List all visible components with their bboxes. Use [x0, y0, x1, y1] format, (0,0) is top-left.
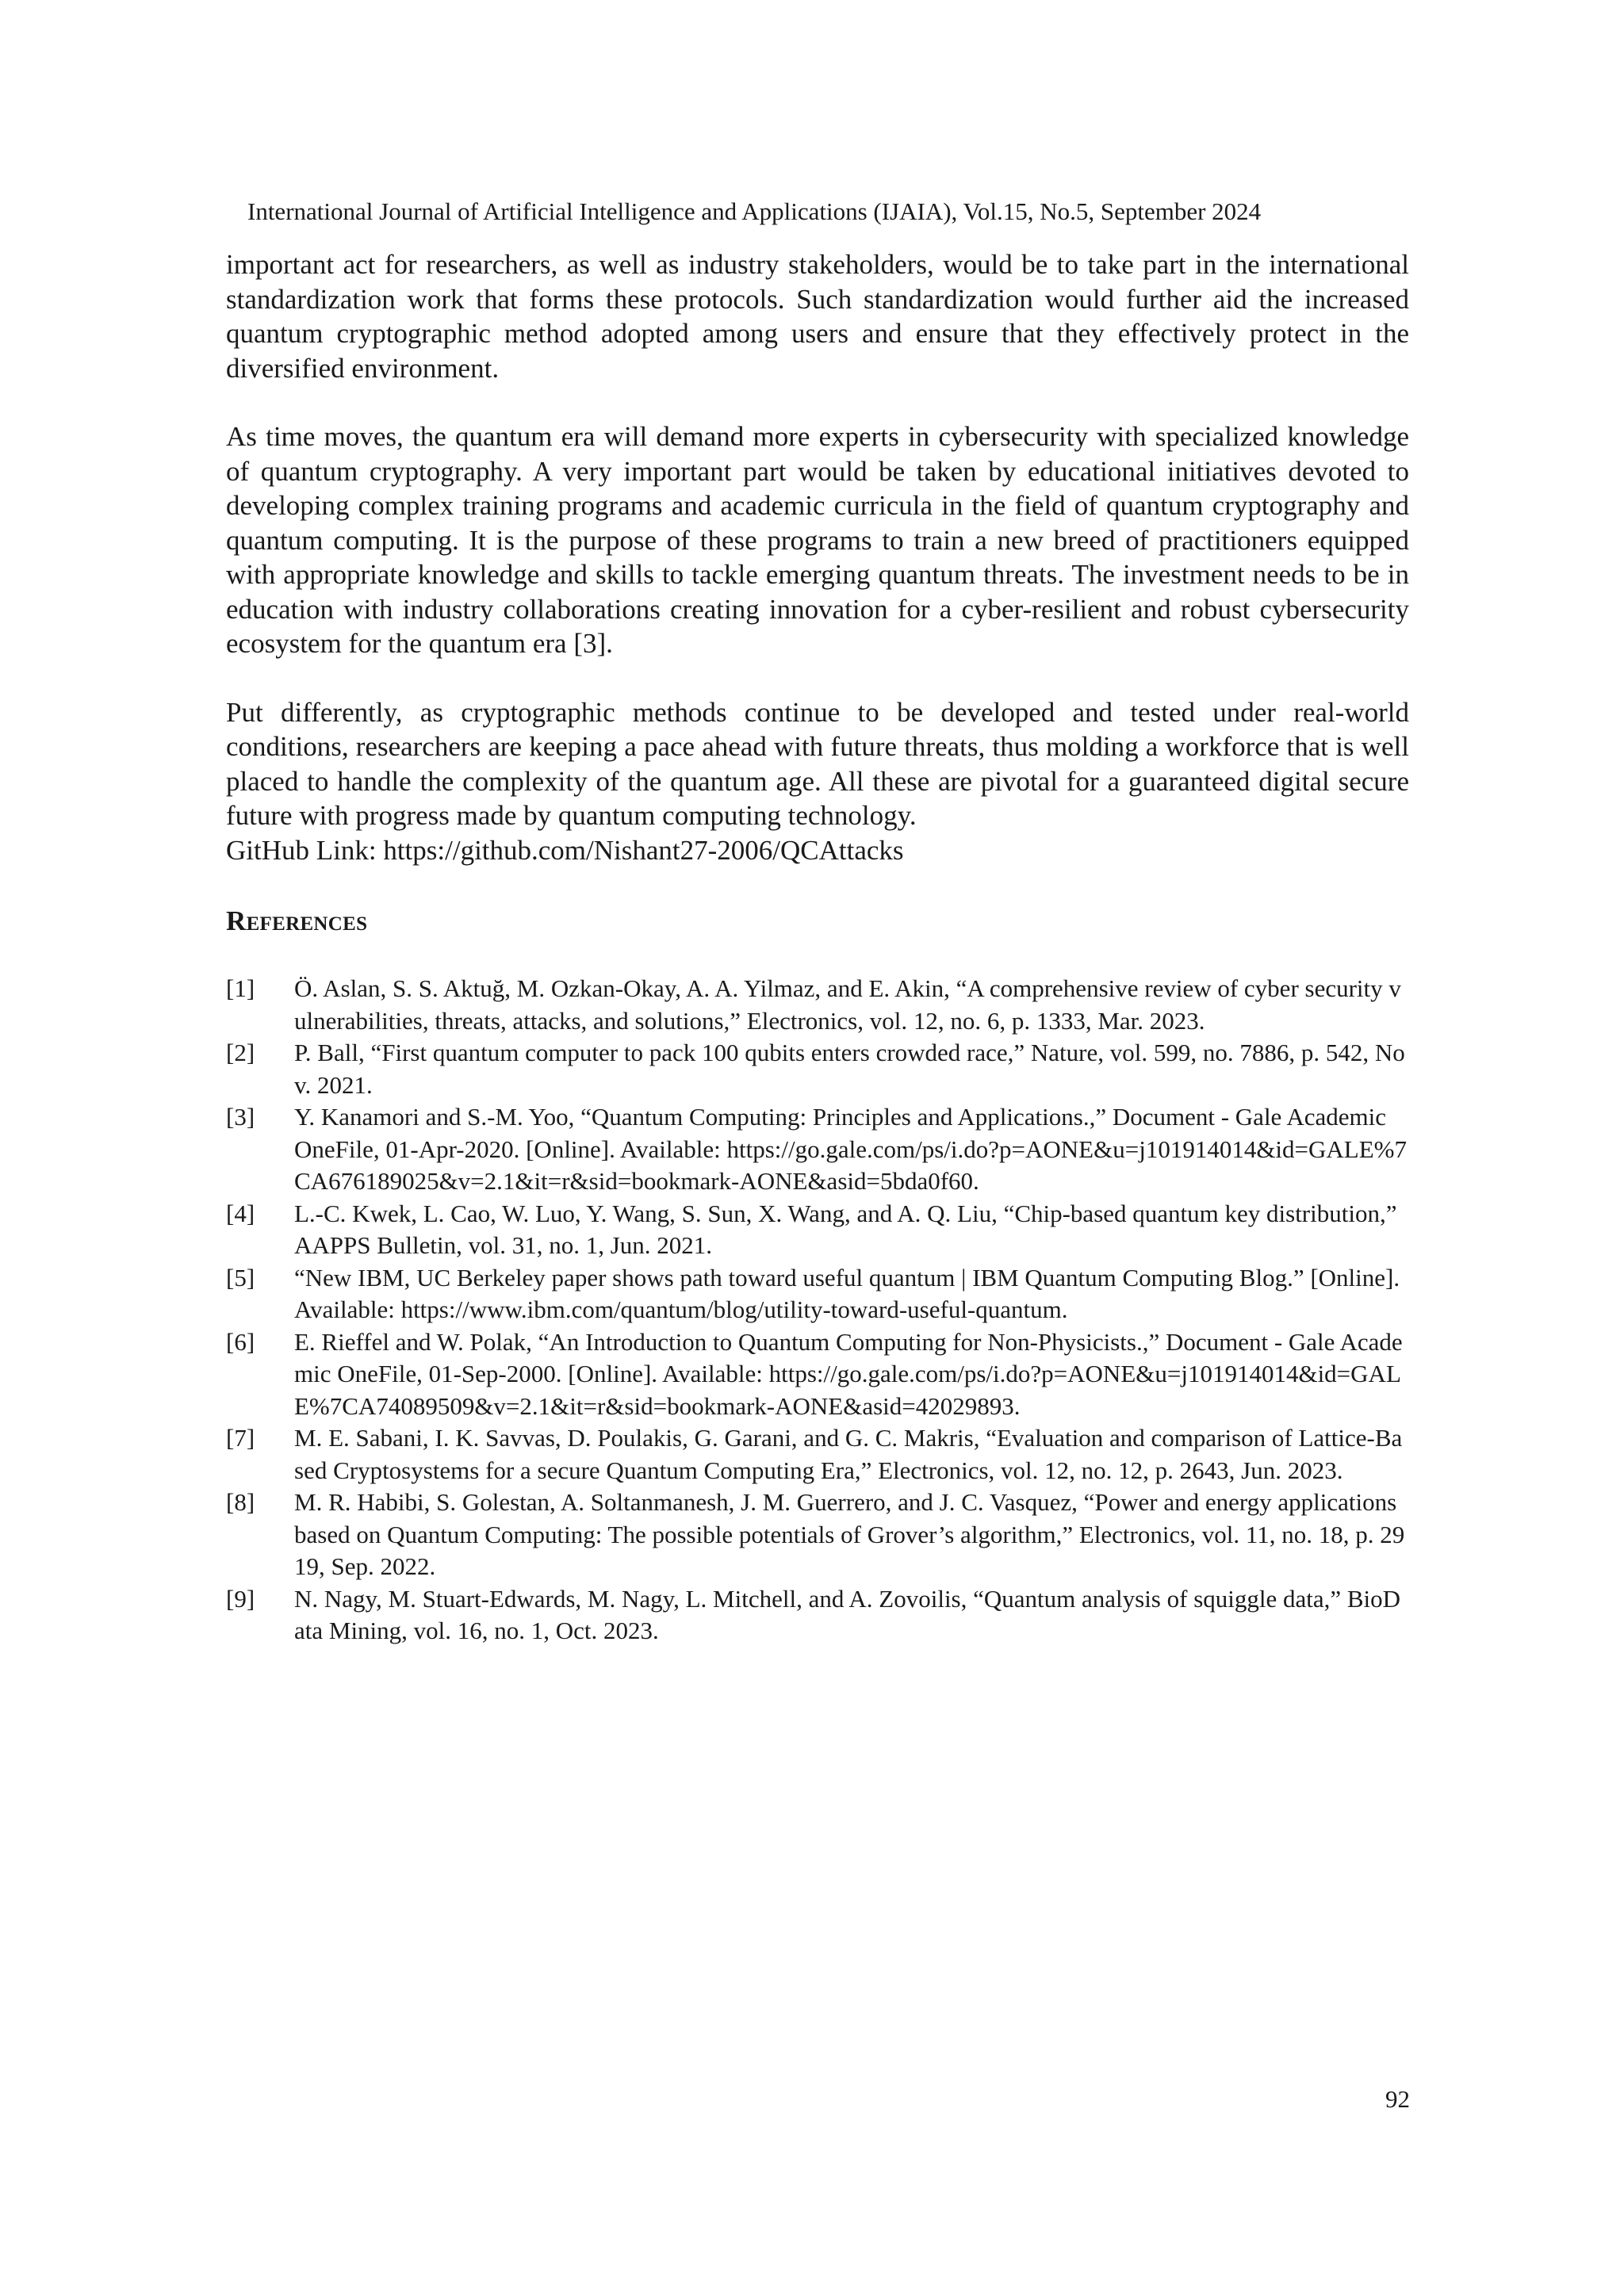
- reference-item: [226, 1198, 1409, 1262]
- reference-item: [226, 1101, 1409, 1198]
- reference-number: [3]: [226, 1103, 255, 1131]
- reference-list: [226, 973, 1409, 1647]
- reference-text: M. R. Habibi, S. Golestan, A. Soltanmanesh, J. M. Guerrero, and J. C. Vasquez, “Power and energy applications based on Quantum Computing: The possible potentials of Grover’s algorithm,” Electronics, vol. 11, no. 18, p. 2919, Sep. 2022.: [294, 1488, 1405, 1580]
- reference-item: [226, 973, 1409, 1037]
- reference-text: M. E. Sabani, I. K. Savvas, D. Poulakis, G. Garani, and G. C. Makris, “Evaluation and comparison of Lattice-Based Cryptosystems for a secure Quantum Computing Era,” Electronics, vol. 12, no. 12, p. 2643, Jun. 2023.: [294, 1424, 1403, 1484]
- reference-item: [226, 1422, 1409, 1487]
- reference-number: [1]: [226, 974, 255, 1002]
- reference-text: “New IBM, UC Berkeley paper shows path toward useful quantum | IBM Quantum Computing Blog.” [Online]. Available: https://www.ibm.com/quantum/blog/utility-toward-useful-quantum.: [294, 1263, 1400, 1323]
- page-number: 92: [1385, 2085, 1410, 2113]
- references-heading: References: [226, 905, 368, 936]
- reference-item: [226, 1037, 1409, 1101]
- reference-text: E. Rieffel and W. Polak, “An Introduction to Quantum Computing for Non-Physicists.,” Document - Gale Academic OneFile, 01-Sep-2000. [Online]. Available: https://go.gale.com/ps/i.do?p=AONE&u=j101914014&id=GALE%7CA74089509&v=2.1&it=r&sid=bookmark-AONE&asid=42029893.: [294, 1327, 1403, 1420]
- reference-text: Y. Kanamori and S.-M. Yoo, “Quantum Computing: Principles and Applications.,” Document - Gale Academic OneFile, 01-Apr-2020. [Online]. Available: https://go.gale.com/ps/i.do?p=AONE&u=j101914014&id=GALE%7CA676189025&v=2.1&it=r&sid=bookmark-AONE&asid=5bda0f60.: [294, 1103, 1407, 1195]
- reference-item: [226, 1326, 1409, 1423]
- reference-item: [226, 1262, 1409, 1326]
- reference-number: [2]: [226, 1039, 255, 1066]
- reference-item: [226, 1487, 1409, 1583]
- reference-number: [6]: [226, 1327, 255, 1356]
- body-paragraph-2: As time moves, the quantum era will demand more experts in cybersecurity with specialized knowledge of quantum cryptography. A very important part would be taken by educational initiatives devoted to developing complex training programs and academic curricula in the field of quantum cryptography and quantum computing. It is the purpose of these programs to train a new breed of practitioners equipped with appropriate knowledge and skills to tackle emerging quantum threats. The investment needs to be in education with industry collaborations creating innovation for a cyber-resilient and robust cybersecurity ecosystem for the quantum era [3].: [226, 421, 1409, 659]
- reference-text: L.-C. Kwek, L. Cao, W. Luo, Y. Wang, S. Sun, X. Wang, and A. Q. Liu, “Chip-based quantum key distribution,” AAPPS Bulletin, vol. 31, no. 1, Jun. 2021.: [294, 1199, 1397, 1259]
- running-header: International Journal of Artificial Intelligence and Applications (IJAIA), Vol.15, No.5, September 2024: [247, 197, 1262, 225]
- reference-number: [7]: [226, 1424, 255, 1452]
- reference-number: [9]: [226, 1584, 255, 1613]
- reference-number: [8]: [226, 1488, 255, 1516]
- page-body: [226, 247, 1409, 1647]
- body-paragraph-3: Put differently, as cryptographic methods continue to be developed and tested under real-world conditions, researchers are keeping a pace ahead with future threats, thus molding a workforce that is well placed to handle the complexity of the quantum age. All these are pivotal for a guaranteed digital secure future with progress made by quantum computing technology.: [226, 696, 1409, 831]
- reference-text: Ö. Aslan, S. S. Aktuğ, M. Ozkan-Okay, A. A. Yilmaz, and E. Akin, “A comprehensive review of cyber security vulnerabilities, threats, attacks, and solutions,” Electronics, vol. 12, no. 6, p. 1333, Mar. 2023.: [294, 974, 1401, 1035]
- reference-number: [4]: [226, 1199, 255, 1227]
- reference-number: [5]: [226, 1263, 255, 1292]
- reference-item: [226, 1583, 1409, 1647]
- github-link-line: GitHub Link: https://github.com/Nishant27-2006/QCAttacks: [226, 834, 904, 866]
- reference-text: N. Nagy, M. Stuart-Edwards, M. Nagy, L. Mitchell, and A. Zovoilis, “Quantum analysis of squiggle data,” BioData Mining, vol. 16, no. 1, Oct. 2023.: [294, 1584, 1401, 1644]
- body-paragraph-1: important act for researchers, as well as industry stakeholders, would be to take part in the international standardization work that forms these protocols. Such standardization would further aid the increased quantum cryptographic method adopted among users and ensure that they effectively protect in the diversified environment.: [226, 249, 1409, 384]
- reference-text: P. Ball, “First quantum computer to pack 100 qubits enters crowded race,” Nature, vol. 599, no. 7886, p. 542, Nov. 2021.: [294, 1039, 1405, 1099]
